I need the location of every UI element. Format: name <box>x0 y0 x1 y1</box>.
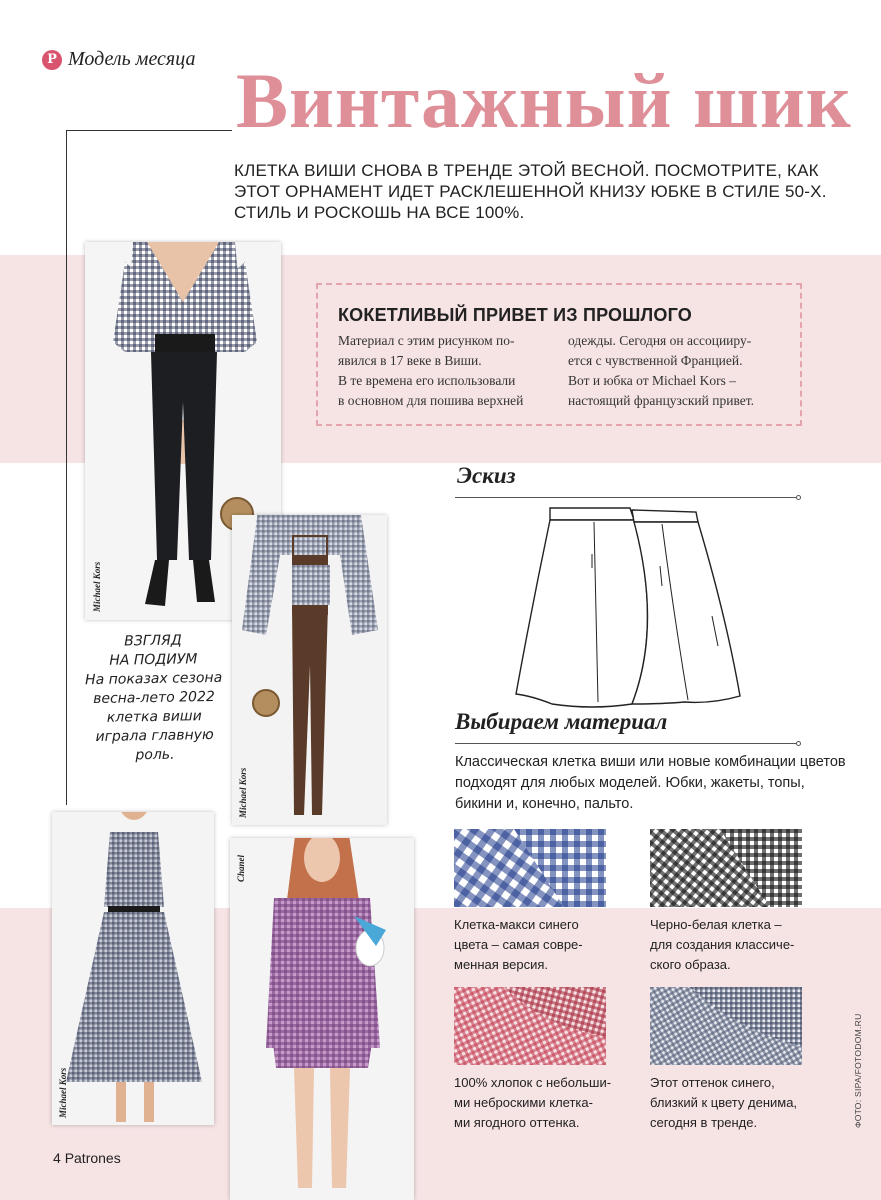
swatch-caption <box>650 1073 820 1133</box>
caption-line: Клетка-макси синего <box>454 917 579 932</box>
frame-line-left <box>66 130 67 805</box>
model-purple-suit-image <box>230 838 414 1200</box>
caption-line: Черно-белая клетка – <box>650 917 782 932</box>
fact-line: Вот и юбка от Michael Kors – <box>568 373 736 388</box>
note-title-line: НА ПОДИУМ <box>109 651 198 669</box>
gingham-black-white-icon <box>650 829 802 907</box>
section-header <box>42 48 195 71</box>
page-footer <box>53 1150 121 1166</box>
note-title-line: ВЗГЛЯД <box>124 632 182 650</box>
caption-line: ми ягодного оттенка. <box>454 1115 580 1130</box>
fact-line: ется с чувственной Францией. <box>568 353 743 368</box>
photo-source-credit: ФОТО: SIPA/FOTODOM.RU <box>853 1013 863 1128</box>
photo-credit-4: Chanel <box>236 854 246 882</box>
runway-photo-2 <box>232 515 387 825</box>
note-line: На показах сезона <box>84 669 223 689</box>
model-gingham-dress-image <box>52 812 214 1125</box>
fact-line: одежды. Сегодня он ассоцииру- <box>568 333 752 348</box>
note-line: роль. <box>135 746 175 764</box>
caption-line: ского образа. <box>650 957 731 972</box>
runway-photo-4 <box>230 838 414 1200</box>
note-line: играла главную <box>95 726 214 746</box>
gingham-berry-icon <box>454 987 606 1065</box>
skirt-sketch-image <box>512 506 744 710</box>
note-line: клетка виши <box>106 708 202 726</box>
caption-line: менная версия. <box>454 957 549 972</box>
runway-note <box>83 631 225 766</box>
fact-box <box>316 283 802 426</box>
page-number: 4 <box>53 1150 61 1166</box>
fact-line: настоящий французский привет. <box>568 393 754 408</box>
sketch-heading: Эскиз <box>457 463 516 488</box>
magazine-name: Patrones <box>64 1150 121 1166</box>
caption-line: для создания классиче- <box>650 937 795 952</box>
sketch-rule <box>455 497 797 498</box>
rule-dot-icon <box>796 741 801 746</box>
model-gingham-bikini-image <box>232 515 387 825</box>
rule-dot-icon <box>796 495 801 500</box>
fact-line: в основном для пошива верхней <box>338 393 524 408</box>
fact-box-title: КОКЕТЛИВЫЙ ПРИВЕТ ИЗ ПРОШЛОГО <box>338 305 692 325</box>
caption-line: цвета – самая совре- <box>454 937 583 952</box>
material-heading: Выбираем материал <box>455 709 668 734</box>
fact-box-column-1 <box>338 331 548 411</box>
caption-line: близкий к цвету денима, <box>650 1095 798 1110</box>
swatch-caption <box>454 915 624 975</box>
swatch-caption <box>650 915 820 975</box>
swatch-caption <box>454 1073 624 1133</box>
photo-credit-3: Michael Kors <box>58 1067 68 1118</box>
fact-line: В те времена его использовали <box>338 373 516 388</box>
photo-credit-1: Michael Kors <box>92 561 102 612</box>
note-line: весна-лето 2022 <box>93 688 215 708</box>
headline: Винтажный шик <box>236 57 852 144</box>
photo-credit-2: Michael Kors <box>238 767 248 818</box>
frame-line-top <box>66 130 232 131</box>
caption-line: Этот оттенок синего, <box>650 1075 775 1090</box>
fact-line: Материал с этим рисунком по- <box>338 333 515 348</box>
material-paragraph: Классическая клетка виши или новые комбинации цветов подходят для любых моделей. Юбки, жакеты, топы, бикини и, конечно, пальто. <box>455 754 846 812</box>
gingham-denim-blue-icon <box>650 987 802 1065</box>
material-rule <box>455 743 797 744</box>
lead-paragraph: КЛЕТКА ВИШИ СНОВА В ТРЕНДЕ ЭТОЙ ВЕСНОЙ. ПОСМОТРИТЕ, КАК ЭТОТ ОРНАМЕНТ ИДЕТ РАСКЛЕШЕННОЙ КНИЗУ ЮБКЕ В СТИЛЕ 50-Х. СТИЛЬ И РОСКОШЬ НА ВСЕ 100%. <box>234 161 827 222</box>
section-label: Модель месяца <box>68 48 196 70</box>
fact-line: явился в 17 веке в Виши. <box>338 353 482 368</box>
gingham-blue-large-icon <box>454 829 606 907</box>
caption-line: 100% хлопок с небольши- <box>454 1075 612 1090</box>
caption-line: сегодня в тренде. <box>650 1115 758 1130</box>
caption-line: ми неброскими клетка- <box>454 1095 593 1110</box>
runway-photo-3 <box>52 812 214 1125</box>
fact-box-column-2 <box>568 331 778 411</box>
patrones-badge-icon: P <box>42 50 62 70</box>
